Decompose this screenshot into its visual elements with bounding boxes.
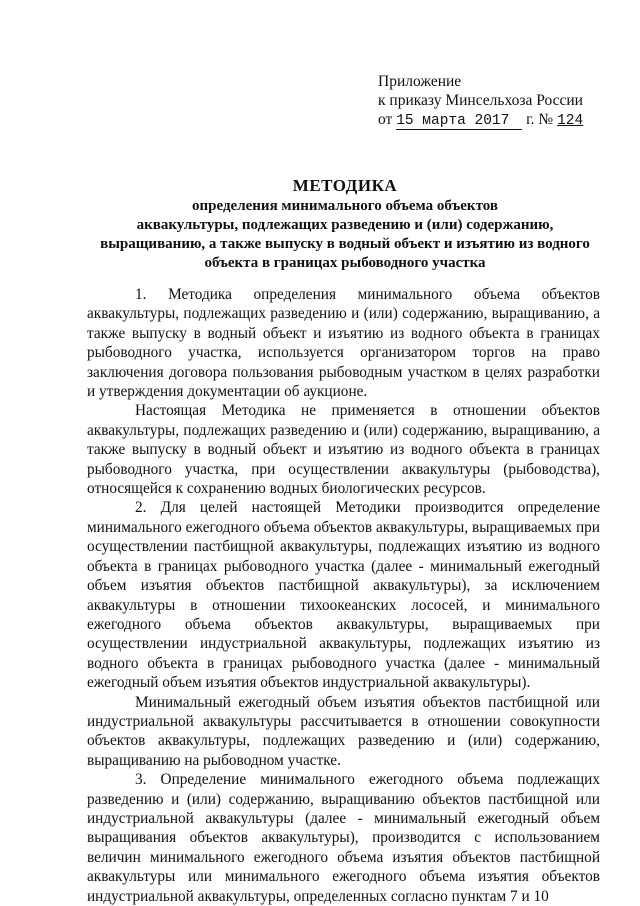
paragraph-2: Настоящая Методика не применяется в отношении объектов аквакультуры, подлежащих разведению и (или) содержанию, выращиванию, а также выпуску в водный объект и изъятию из водного объекта в границах рыбоводного участка, при осуществлении аквакультуры (рыбоводства), относящейся к сохранению водных биологических ресурсов. (87, 402, 600, 498)
title-main: МЕТОДИКА (292, 176, 398, 195)
document-body (87, 285, 600, 906)
appendix-header (378, 72, 583, 131)
title-line-3: выращиванию, а также выпуску в водный объект и изъятию из водного (100, 236, 590, 252)
title-line-1: определения минимального объема объектов (192, 198, 498, 214)
order-number: 124 (557, 113, 584, 129)
document-title (80, 176, 610, 273)
order-date-line (378, 110, 583, 131)
title-line-2: аквакультуры, подлежащих разведению и (или) содержанию, (136, 217, 554, 233)
title-line-4: объекта в границах рыбоводного участка (204, 255, 486, 271)
paragraph-4: Минимальный ежегодный объем изъятия объектов пастбищной или индустриальной аквакультуры рассчитывается в отношении совокупности объектов аквакультуры, подлежащих разведению и (или) содержанию, выращиванию на рыбоводном участке. (87, 693, 600, 769)
date-prefix: от (378, 111, 393, 128)
number-prefix: г. № (526, 111, 554, 128)
order-reference: к приказу Минсельхоза России (378, 92, 583, 109)
order-date: 15 марта 2017 (396, 113, 522, 130)
paragraph-5: 3. Определение минимального ежегодного объема подлежащих разведению и (или) содержанию, выращиванию объектов пастбищной или индустриальной аквакультуры (далее - минимальный ежегодный объем выращивания объектов аквакультуры), производится с использованием величин минимального ежегодного объема изъятия объектов пастбищной аквакультуры или минимального ежегодного объема изъятия объектов индустриальной аквакультуры, определенных согласно пунктам 7 и 10 (87, 771, 600, 905)
paragraph-3: 2. Для целей настоящей Методики производится определение минимального ежегодного объема объектов аквакультуры, выращиваемых при осуществлении пастбищной аквакультуры, подлежащих изъятию из водного объекта в границах рыбоводного участка (далее - минимальный ежегодный объем изъятия объектов пастбищной аквакультуры), за исключением аквакультуры в отношении тихоокеанских лососей, и минимального ежегодного объема объектов аквакультуры, выращиваемых при осуществлении индустриальной аквакультуры, подлежащих изъятию из водного объекта в границах рыбоводного участка (далее - минимальный ежегодный объем изъятия объектов индустриальной аквакультуры). (87, 499, 600, 692)
paragraph-1: 1. Методика определения минимального объема объектов аквакультуры, подлежащих разведению и (или) содержанию, выращиванию, а также выпуску в водный объект и изъятию из водного объекта в границах рыбоводного участка, используется организатором торгов на право заключения договора пользования рыбоводным участком в целях разработки и утверждения документации об аукционе. (87, 286, 600, 401)
appendix-label: Приложение (378, 73, 462, 90)
